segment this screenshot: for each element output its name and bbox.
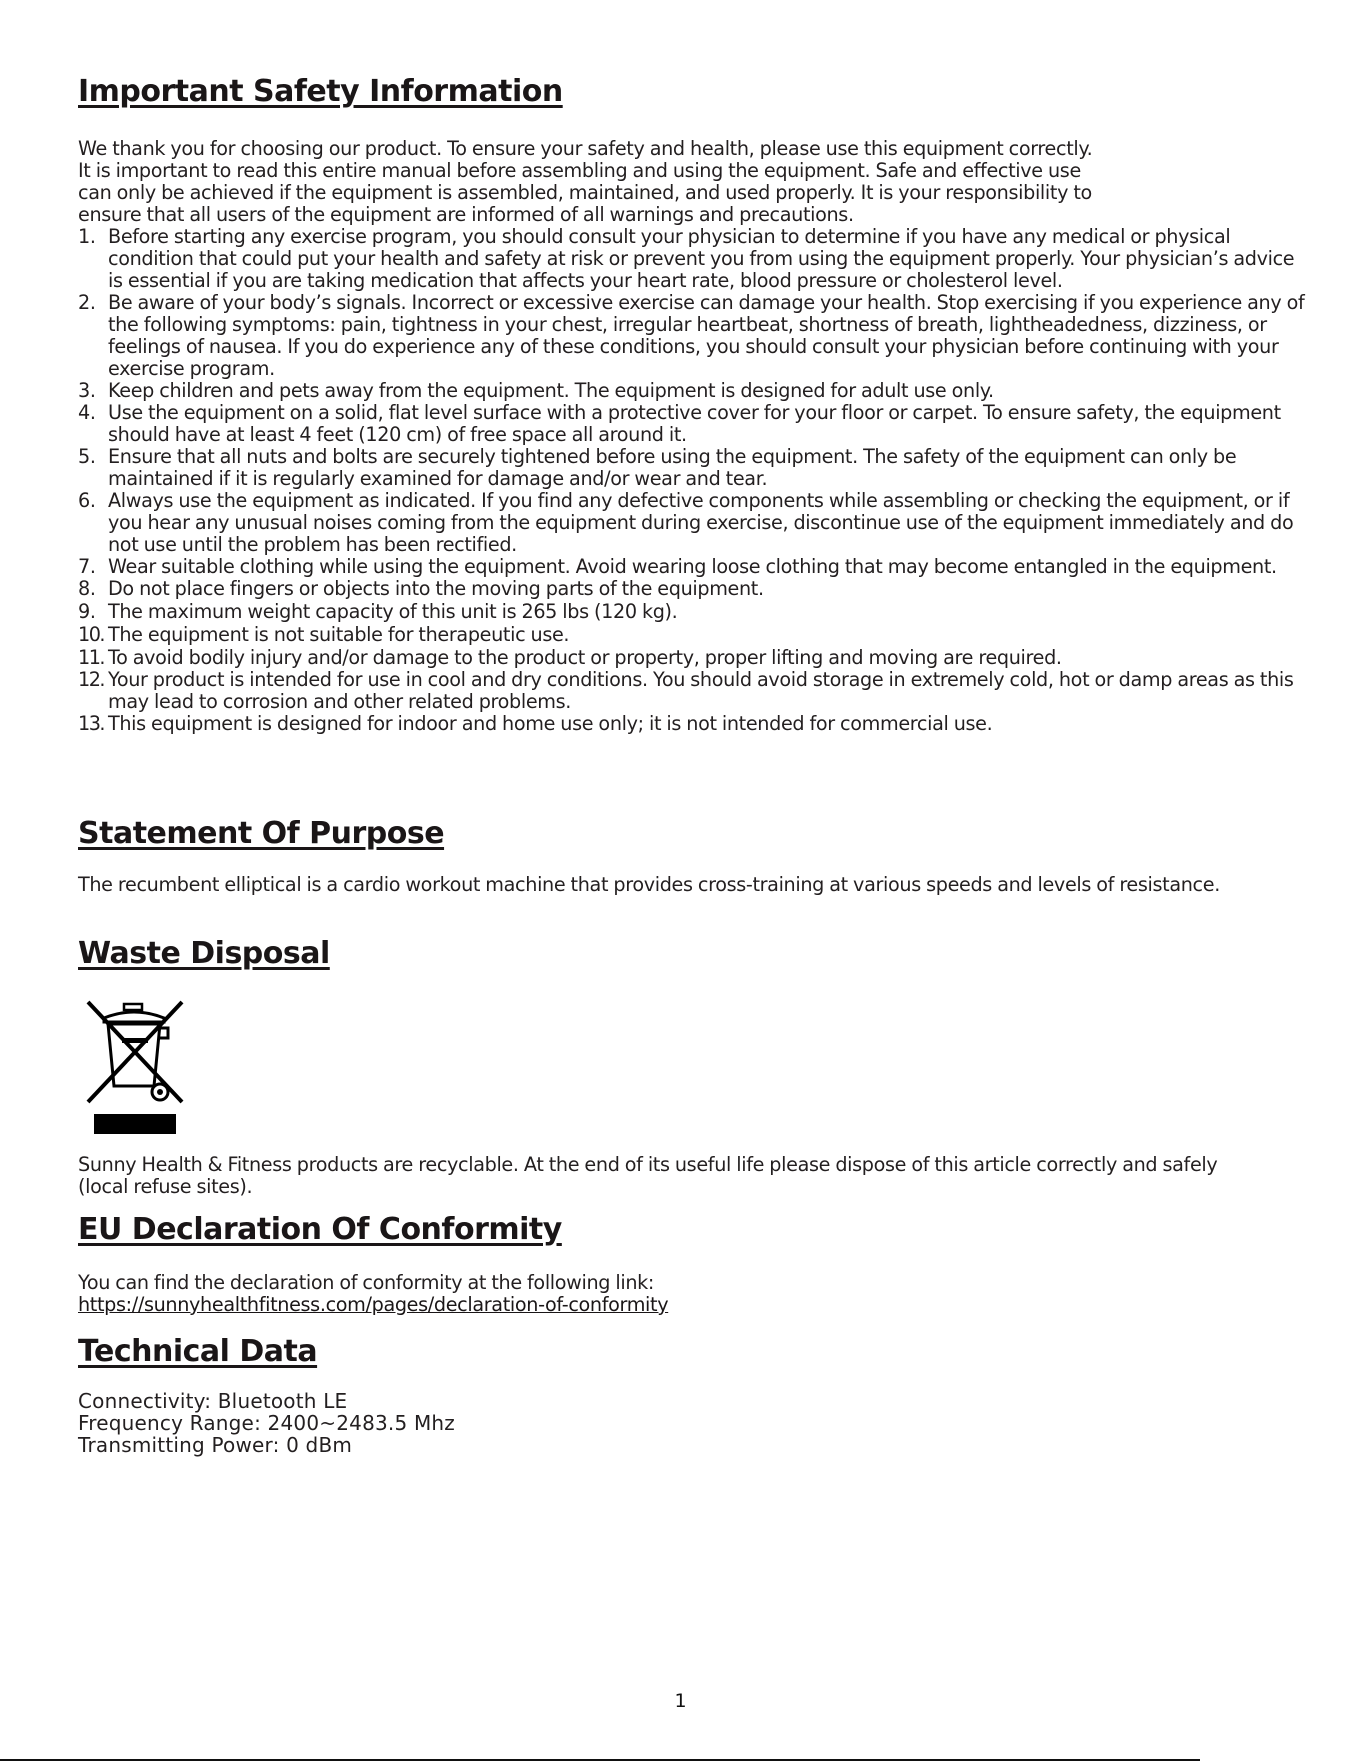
heading-technical-data: Technical Data [78, 1334, 318, 1369]
item-text: Before starting any exercise program, you should consult your physician to determine if you have any medical or physical condition that could put your health and safety at risk or prevent you from using the equipment properly. Your physician’s advice is essential if you are taking medication that affects your heart rate, blood pressure or cholesterol level. [108, 225, 1295, 292]
safety-item-4 [78, 402, 1310, 446]
declaration-of-conformity-link[interactable]: https://sunnyhealthfitness.com/pages/declaration-of-conformity [78, 1293, 669, 1316]
intro-line: It is important to read this entire manual before assembling and using the equipment. Safe and effective use [78, 159, 1081, 182]
item-text: Always use the equipment as indicated. If you find any defective components while assembling or checking the equipment, or if you hear any unusual noises coming from the equipment during exercise, discontinue use of the equipment immediately and do not use until the problem has been rectified. [108, 489, 1294, 556]
tech-frequency-range: Frequency Range: 2400~2483.5 Mhz [78, 1411, 455, 1435]
safety-item-1 [78, 226, 1310, 292]
item-number: 1. [78, 225, 96, 248]
item-number: 3. [78, 379, 96, 402]
item-number: 12. [78, 668, 105, 691]
item-text: Wear suitable clothing while using the equipment. Avoid wearing loose clothing that may become entangled in the equipment. [108, 555, 1277, 578]
item-text: Be aware of your body’s signals. Incorrect or excessive exercise can damage your health. Stop exercising if you experience any of the following symptoms: pain, tightness in your chest, irregular heartbeat, shortness of breath, lightheadedness, dizziness, or feelings of nausea. If you do experience any of these conditions, you should consult your physician before continuing with your exercise program. [108, 291, 1305, 380]
intro-line: We thank you for choosing our product. To ensure your safety and health, please use this equipment correctly. [78, 137, 1093, 160]
safety-item-7 [78, 556, 1310, 578]
safety-item-3 [78, 380, 1310, 402]
tech-transmitting-power: Transmitting Power: 0 dBm [78, 1433, 353, 1457]
safety-item-12 [78, 669, 1310, 713]
safety-item-6 [78, 490, 1310, 556]
safety-item-8 [78, 578, 1310, 600]
eu-text: You can find the declaration of conformity at the following link: [78, 1271, 655, 1294]
item-text: Use the equipment on a solid, flat level surface with a protective cover for your floor or carpet. To ensure safety, the equipment should have at least 4 feet (120 cm) of free space all around it. [108, 401, 1281, 446]
weee-crossed-bin-icon [82, 998, 186, 1134]
item-text: Do not place fingers or objects into the moving parts of the equipment. [108, 577, 764, 600]
item-number: 9. [78, 600, 96, 623]
item-text: The maximum weight capacity of this unit is 265 lbs (120 kg). [108, 600, 678, 623]
item-text: Keep children and pets away from the equipment. The equipment is designed for adult use only. [108, 379, 994, 402]
item-text: Ensure that all nuts and bolts are securely tightened before using the equipment. The safety of the equipment can only be maintained if it is regularly examined for damage and/or wear and tear. [108, 445, 1237, 490]
heading-waste-disposal: Waste Disposal [78, 936, 330, 971]
heading-statement-of-purpose: Statement Of Purpose [78, 816, 445, 851]
safety-item-9 [78, 601, 1310, 623]
heading-important-safety-information: Important Safety Information [78, 74, 563, 109]
item-number: 8. [78, 577, 96, 600]
item-number: 6. [78, 489, 96, 512]
page-number: 1 [674, 1690, 687, 1712]
safety-item-13 [78, 713, 1310, 735]
safety-item-2 [78, 292, 1310, 380]
intro-line: ensure that all users of the equipment are informed of all warnings and precautions. [78, 203, 854, 226]
item-number: 11. [78, 646, 105, 669]
purpose-text: The recumbent elliptical is a cardio workout machine that provides cross-training at various speeds and levels of resistance. [78, 873, 1220, 896]
item-number: 13. [78, 712, 105, 735]
technical-data-list [78, 1390, 455, 1456]
safety-intro [78, 138, 1318, 226]
safety-list [78, 226, 1310, 735]
item-text: This equipment is designed for indoor and home use only; it is not intended for commercial use. [108, 712, 993, 735]
intro-line: can only be achieved if the equipment is assembled, maintained, and used properly. It is your responsibility to [78, 181, 1092, 204]
item-number: 7. [78, 555, 96, 578]
item-number: 5. [78, 445, 96, 468]
item-text: Your product is intended for use in cool and dry conditions. You should avoid storage in extremely cold, hot or damp areas as this may lead to corrosion and other related problems. [108, 668, 1294, 713]
safety-item-5 [78, 446, 1310, 490]
safety-item-11 [78, 647, 1310, 669]
item-number: 4. [78, 401, 96, 424]
safety-item-10 [78, 624, 1310, 646]
waste-text: Sunny Health & Fitness products are recyclable. At the end of its useful life please dispose of this article correctly and safely (local refuse sites). [78, 1153, 1218, 1198]
item-text: The equipment is not suitable for therapeutic use. [108, 623, 570, 646]
item-text: To avoid bodily injury and/or damage to the product or property, proper lifting and moving are required. [108, 646, 1062, 669]
item-number: 10. [78, 623, 105, 646]
tech-connectivity: Connectivity: Bluetooth LE [78, 1389, 348, 1413]
heading-eu-declaration-of-conformity: EU Declaration Of Conformity [78, 1212, 562, 1247]
item-number: 2. [78, 291, 96, 314]
